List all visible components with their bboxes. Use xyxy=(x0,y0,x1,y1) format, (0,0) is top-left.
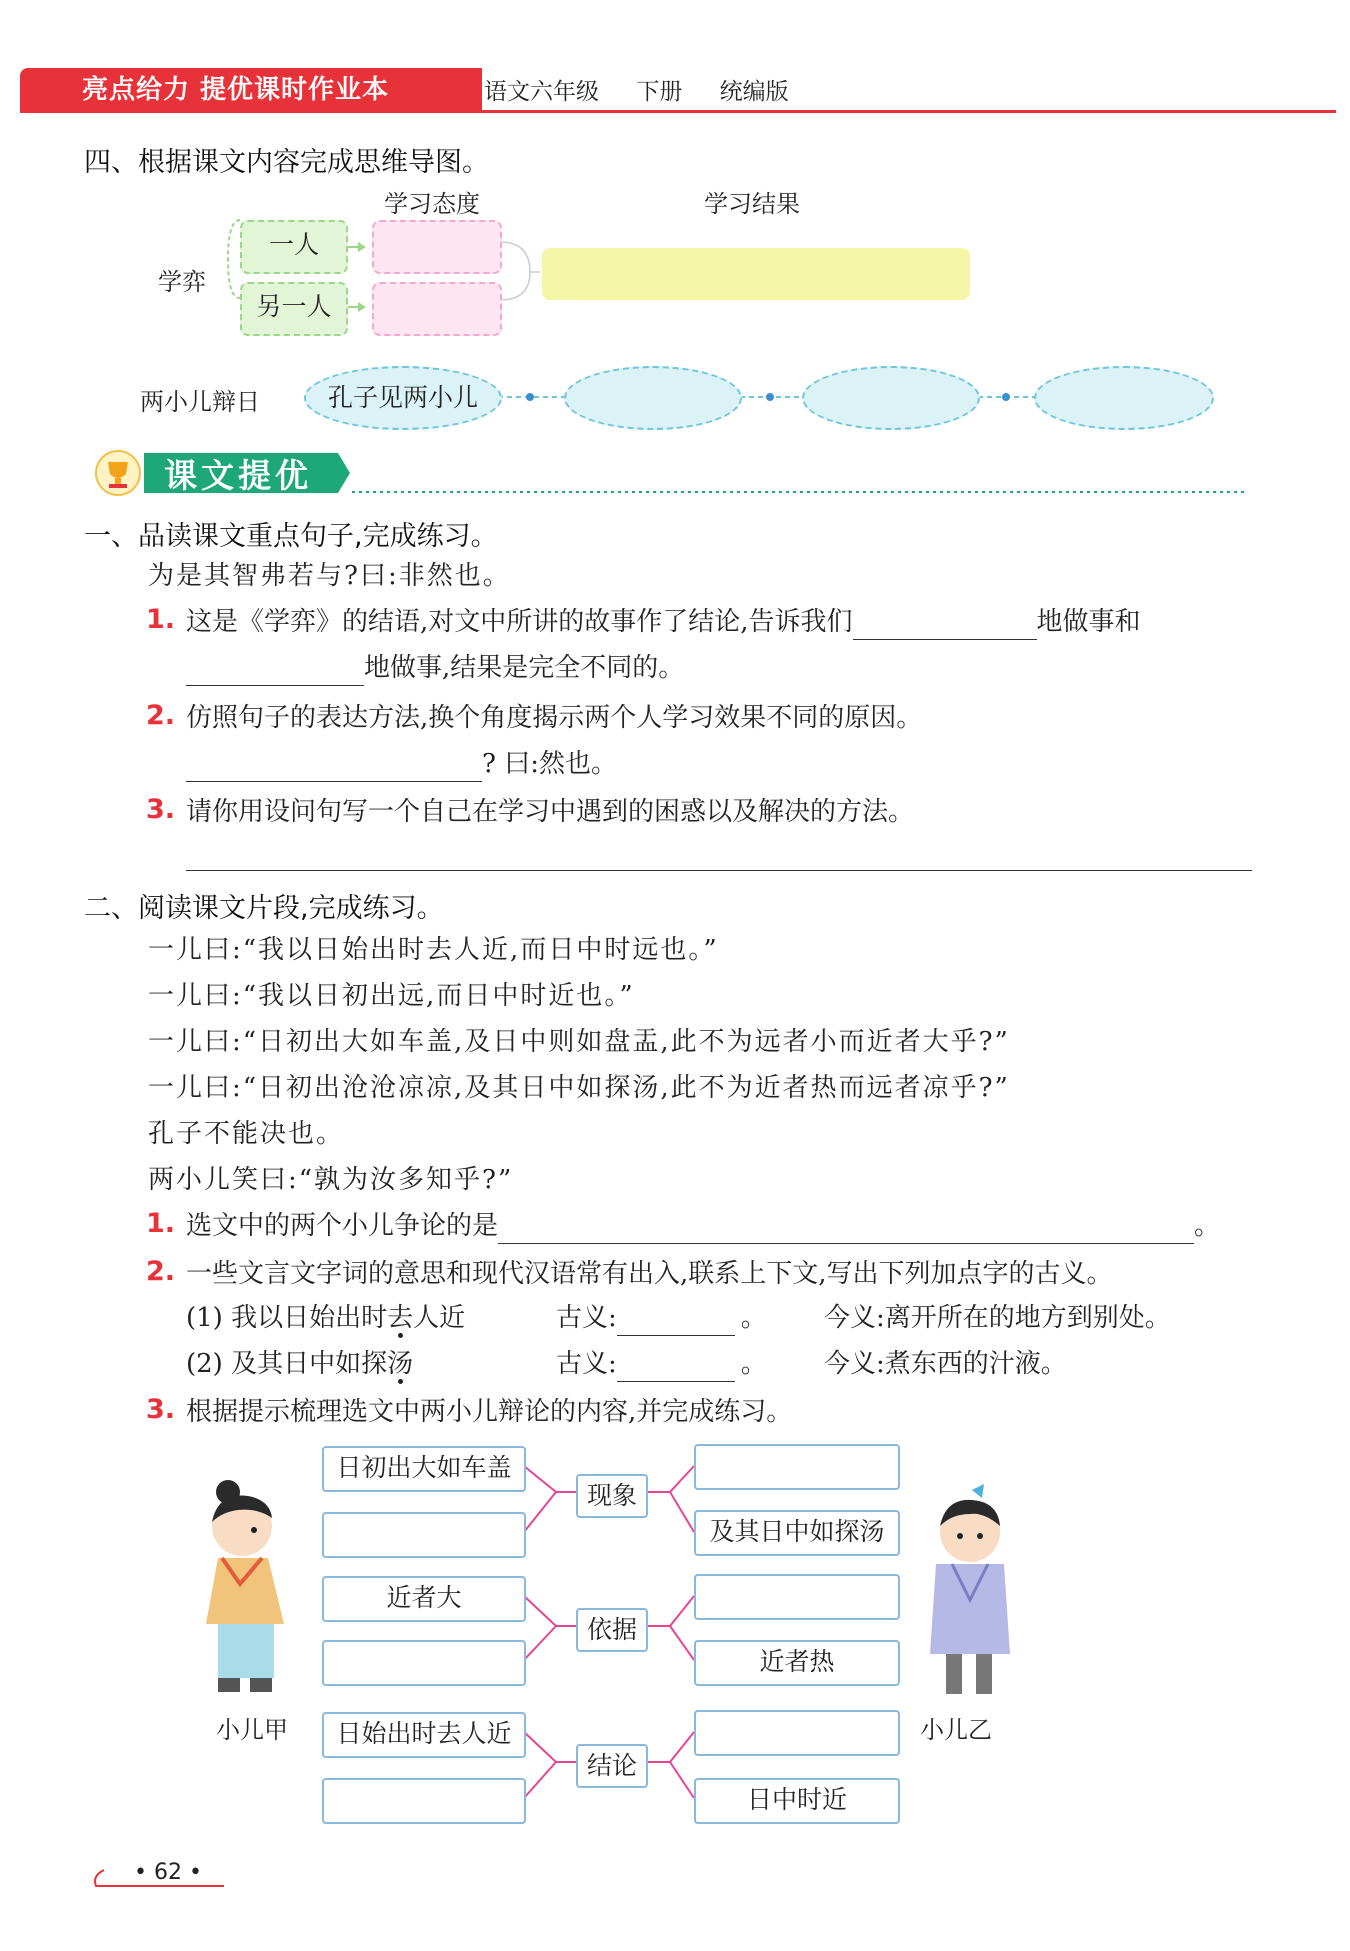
q2-sub2-gu-line xyxy=(556,1346,767,1382)
center-conclusion: 结论 xyxy=(576,1744,648,1788)
q2-sub1-blank[interactable] xyxy=(617,1305,735,1336)
right-conclusion-1-blank[interactable] xyxy=(694,1710,900,1756)
col-result: 学习结果 xyxy=(704,190,800,218)
q2-line-1: 一儿曰:“我以日始出时去人近,而日中时远也。” xyxy=(148,935,719,965)
header-volume: 下册 xyxy=(636,79,683,105)
q2-line-6: 两小儿笑曰:“孰为汝多知乎?” xyxy=(148,1165,514,1195)
q2-sub2-dot-text: 汤 xyxy=(387,1349,414,1379)
q1-item2-text: 仿照句子的表达方法,换个角度揭示两个人学习效果不同的原因。 xyxy=(186,703,923,733)
ellipse-blank-2[interactable] xyxy=(802,366,980,430)
q2-sub2-pre: (2) 及其日中如探 xyxy=(186,1349,388,1379)
q1-item1-line2 xyxy=(186,650,684,686)
q2-item2-text: 一些文言文字词的意思和现代汉语常有出入,联系上下文,写出下列加点字的古义。 xyxy=(186,1259,1113,1289)
node-person1: 一人 xyxy=(240,220,348,274)
q2-sub1-dot-text: 去 xyxy=(387,1303,414,1333)
page-number: • 62 • xyxy=(134,1860,202,1885)
emphasis-dot xyxy=(398,1379,403,1384)
header-edition: 统编版 xyxy=(719,79,789,105)
header-brand: 亮点给力 提优课时作业本 xyxy=(20,68,482,112)
q1-item1-blank1[interactable] xyxy=(853,609,1037,640)
right-basis-2: 近者热 xyxy=(694,1640,900,1686)
q2-item1-text: 选文中的两个小儿争论的是 xyxy=(186,1211,499,1241)
q1-item2-text-b: ? 曰:然也。 xyxy=(482,749,617,779)
q2-sub2-dotted-char xyxy=(387,1349,413,1379)
ellipse-blank-1[interactable] xyxy=(564,366,742,430)
root-liangxiaoer: 两小儿辩日 xyxy=(140,388,260,416)
q2-sub2-jin: 今义:煮东西的汁液。 xyxy=(824,1349,1067,1379)
node-kongzi: 孔子见两小儿 xyxy=(304,366,502,430)
q2-item3-text: 根据提示梳理选文中两小儿辩论的内容,并完成练习。 xyxy=(186,1397,793,1427)
q2-sub2-blank[interactable] xyxy=(617,1351,735,1382)
left-basis-1: 近者大 xyxy=(322,1576,526,1622)
part4-title: 四、根据课文内容完成思维导图。 xyxy=(84,147,489,178)
q1-item3-num: 3. xyxy=(146,794,176,825)
q2-item2-num: 2. xyxy=(146,1256,176,1287)
q2-sub1-gu-line xyxy=(556,1300,767,1336)
left-phenomenon-1: 日初出大如车盖 xyxy=(322,1446,526,1492)
col-attitude: 学习态度 xyxy=(384,190,480,218)
q2-sub1-jin: 今义:离开所在的地方到别处。 xyxy=(824,1303,1171,1333)
right-phenomenon-1-blank[interactable] xyxy=(694,1444,900,1490)
child-a-illustration xyxy=(188,1474,308,1704)
attitude-blank-2[interactable] xyxy=(372,282,502,336)
q2-sub2 xyxy=(186,1346,413,1382)
right-basis-1-blank[interactable] xyxy=(694,1574,900,1620)
q1-quote: 为是其智弗若与?曰:非然也。 xyxy=(148,561,511,591)
q2-line-3: 一儿曰:“日初出大如车盖,及日中则如盘盂,此不为远者小而近者大乎?” xyxy=(148,1027,1010,1057)
q2-sub1-gu: 古义: xyxy=(556,1303,617,1333)
q1-item1-text-a: 这是《学弈》的结语,对文中所讲的故事作了结论,告诉我们 xyxy=(186,607,853,637)
q2-item1-num: 1. xyxy=(146,1208,176,1239)
q2-item1-blank[interactable] xyxy=(498,1213,1194,1244)
right-phenomenon-2: 及其日中如探汤 xyxy=(694,1510,900,1556)
emphasis-dot xyxy=(398,1333,403,1338)
ellipse-blank-3[interactable] xyxy=(1034,366,1214,430)
child-b-illustration xyxy=(912,1484,1022,1714)
q1-item1-num: 1. xyxy=(146,604,176,635)
header-grade: 语文六年级 xyxy=(484,79,599,105)
right-conclusion-2: 日中时近 xyxy=(694,1778,900,1824)
center-basis: 依据 xyxy=(576,1608,648,1652)
left-conclusion-1: 日始出时去人近 xyxy=(322,1712,526,1758)
q2-line-2: 一儿曰:“我以日初出远,而日中时近也。” xyxy=(148,981,635,1011)
q2-item1-line xyxy=(186,1208,1220,1244)
child-a-label: 小儿甲 xyxy=(216,1716,288,1744)
q2-sub1-post: 人近 xyxy=(413,1303,466,1333)
attitude-blank-1[interactable] xyxy=(372,220,502,274)
q2-line-4: 一儿曰:“日初出沧沧凉凉,及其日中如探汤,此不为近者热而远者凉乎?” xyxy=(148,1073,1010,1103)
banner-title: 课文提优 xyxy=(164,456,312,495)
root-xueyi: 学弈 xyxy=(158,268,206,296)
q1-item2-num: 2. xyxy=(146,700,176,731)
q1-item1-text-b: 地做事和 xyxy=(1036,607,1141,637)
q1-item2-blank[interactable] xyxy=(186,751,482,782)
q2-title: 二、阅读课文片段,完成练习。 xyxy=(84,893,444,924)
q2-sub1-pre: (1) 我以日始出时 xyxy=(186,1303,388,1333)
q1-item2-line2 xyxy=(186,746,617,782)
q1-title: 一、品读课文重点句子,完成练习。 xyxy=(84,521,498,552)
q1-item3-answer-line[interactable] xyxy=(186,870,1252,871)
result-blank[interactable] xyxy=(542,248,970,300)
q2-line-5: 孔子不能决也。 xyxy=(148,1119,345,1149)
q2-item1-end: 。 xyxy=(1194,1211,1221,1241)
left-conclusion-2-blank[interactable] xyxy=(322,1778,526,1824)
q1-item1-line1 xyxy=(186,604,1256,640)
left-basis-2-blank[interactable] xyxy=(322,1640,526,1686)
node-person2: 另一人 xyxy=(240,282,348,336)
q2-sub1-dotted-char xyxy=(387,1303,413,1333)
q2-sub2-gu: 古义: xyxy=(556,1349,617,1379)
q2-item3-num: 3. xyxy=(146,1394,176,1425)
q2-sub1-period: 。 xyxy=(740,1303,767,1333)
q1-item1-text-c: 地做事,结果是完全不同的。 xyxy=(364,653,685,683)
q2-sub1 xyxy=(186,1300,465,1336)
q1-item3-text: 请你用设问句写一个自己在学习中遇到的困惑以及解决的方法。 xyxy=(186,797,915,827)
child-b-label: 小儿乙 xyxy=(920,1716,992,1744)
q2-sub2-period: 。 xyxy=(740,1349,767,1379)
left-phenomenon-2-blank[interactable] xyxy=(322,1512,526,1558)
q1-item1-blank2[interactable] xyxy=(186,655,364,686)
center-phenomenon: 现象 xyxy=(576,1474,648,1518)
